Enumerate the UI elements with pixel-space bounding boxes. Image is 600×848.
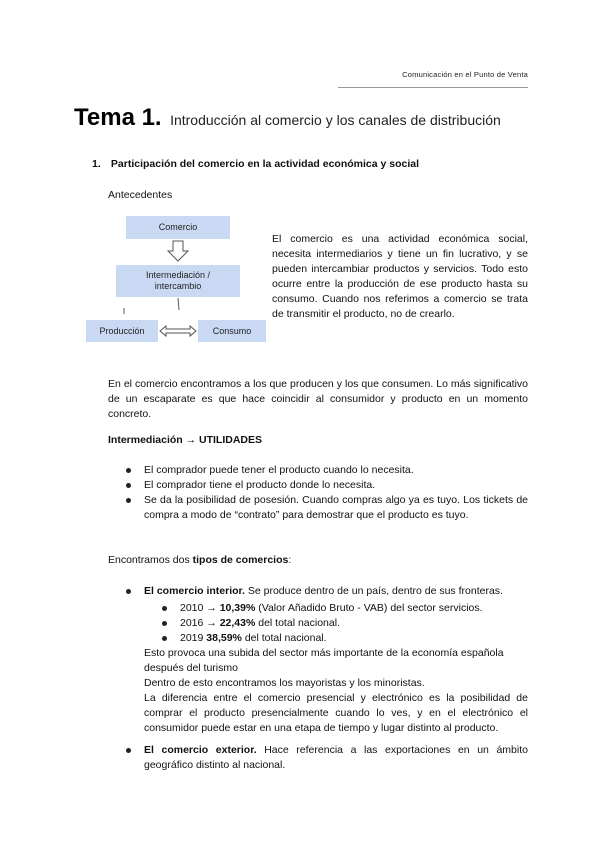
bullet-icon — [126, 589, 131, 594]
section-number: 1. — [92, 158, 101, 170]
stat-item — [162, 631, 528, 646]
stat-post: (Valor Añadido Bruto - VAB) del sector servicios. — [255, 602, 483, 614]
paragraph-escaparate: En el comercio encontramos a los que producen y los que consumen. Lo más significativo de un escaparate es que hace coincidir al consumidor y producto en un momento concreto. — [108, 378, 528, 420]
stat-item — [162, 601, 528, 616]
sub-bullet-icon — [162, 621, 167, 626]
interior-line-1: Esto provoca una subida del sector más importante de la economía española después del turismo — [144, 647, 504, 674]
exterior-bold: El comercio exterior. — [144, 744, 257, 756]
stat-value: 10,39% — [219, 602, 256, 614]
list-item-exterior — [126, 743, 528, 773]
title-main: Tema 1. — [74, 104, 162, 131]
header-rule — [338, 87, 528, 88]
stat-value: 38,59% — [206, 632, 242, 644]
list-item — [126, 493, 528, 523]
stat-post: del total nacional. — [241, 632, 327, 644]
header-text: Comunicación en el Punto de Venta — [402, 70, 528, 79]
page-title — [74, 104, 501, 132]
utilidades-heading: Intermediación → UTILIDADES — [108, 434, 263, 446]
interior-bold: El comercio interior. — [144, 585, 245, 597]
list-item-text: El comprador tiene el producto donde lo necesita. — [144, 479, 376, 491]
diagram-box-consumo: Consumo — [198, 320, 266, 342]
comercio-exterior-list — [126, 743, 528, 773]
sub-bullet-icon — [162, 636, 167, 641]
diagram-box-comercio: Comercio — [126, 216, 230, 239]
stat-pre: 2019 — [180, 632, 207, 644]
stat-value: 22,43% — [219, 617, 256, 629]
tipos-prefix: Encontramos dos — [108, 554, 193, 566]
tipos-bold: tipos de comercios — [192, 554, 289, 566]
list-item — [126, 478, 528, 493]
comercio-interior-list — [126, 584, 528, 736]
commerce-diagram — [86, 210, 268, 346]
stat-post: del total nacional. — [255, 617, 340, 629]
utilidades-list — [126, 463, 528, 523]
bullet-icon — [126, 498, 131, 503]
bullet-icon — [126, 483, 131, 488]
section-heading — [92, 158, 419, 170]
tipos-suffix: : — [288, 554, 292, 566]
section-heading-text: Participación del comercio en la actividad económica y social — [110, 158, 420, 170]
interior-line-2: Dentro de esto encontramos los mayoristas y los minoristas. — [144, 677, 425, 689]
diagram-intermediacion-line2: intercambio — [154, 281, 202, 291]
tipos-intro — [108, 554, 291, 566]
stat-item — [162, 616, 528, 631]
interior-stats-list — [144, 601, 528, 646]
title-subtitle: Introducción al comercio y los canales de distribución — [170, 112, 501, 128]
connector-line-mid — [178, 298, 179, 310]
interior-text: Se produce dentro de un país, dentro de sus fronteras. — [244, 585, 503, 597]
intro-paragraph: El comercio es una actividad económica social, necesita intermediarios y tiene un fin lucrativo, y se pueden intercambiar productos y servicios. Todo esto ocurre entre la producción de ese producto hasta su consumo. Cuando nos referimos a comercio se trata de transmitir el producto, no de crearlo. — [272, 233, 528, 320]
bullet-icon — [126, 748, 131, 753]
bullet-icon — [126, 468, 131, 473]
list-item — [126, 463, 528, 478]
double-arrow-icon — [160, 326, 196, 336]
diagram-box-produccion: Producción — [86, 320, 158, 342]
stat-pre: 2010 → — [180, 602, 220, 614]
diagram-box-intermediacion — [116, 265, 240, 297]
list-item-interior — [126, 584, 528, 736]
antecedentes-label: Antecedentes — [108, 189, 173, 201]
exterior-text: Hace referencia a las exportaciones en un ámbito geográfico distinto al nacional. — [144, 744, 528, 771]
list-item-text: El comprador puede tener el producto cuando lo necesita. — [144, 464, 414, 476]
down-arrow-icon — [168, 241, 188, 261]
stat-pre: 2016 → — [180, 617, 220, 629]
diagram-intermediacion-line1: Intermediación / — [145, 270, 211, 280]
interior-line-3: La diferencia entre el comercio presencial y electrónico es la posibilidad de comprar el producto presencialmente cuando lo ves, y en el electrónico el consumidor puede estar en una etapa de tiempo y lugar distinto al producto. — [144, 692, 528, 734]
list-item-text: Se da la posibilidad de posesión. Cuando compras algo ya es tuyo. Los tickets de compra a modo de “contrato” para demostrar que el producto es tuyo. — [144, 494, 528, 521]
sub-bullet-icon — [162, 606, 167, 611]
